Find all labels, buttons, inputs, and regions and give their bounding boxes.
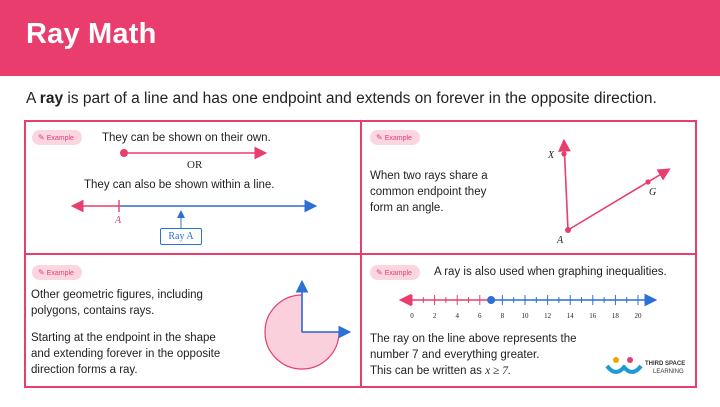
- panel2-text-line: form an angle.: [370, 202, 444, 214]
- panel4-heading: A ray is also used when graphing inequalities.: [434, 266, 667, 278]
- pencil-icon: ✎: [38, 268, 45, 277]
- number-line-tick-label: 6: [478, 312, 482, 320]
- number-line-tick-label: 14: [566, 312, 574, 320]
- panel3-text-line: Starting at the endpoint in the shape: [31, 332, 216, 344]
- label-a: A: [557, 235, 564, 246]
- panel4-text: [370, 331, 577, 379]
- panel1-point-label: A: [115, 215, 122, 226]
- panel4-text-line: The ray on the line above represents the: [370, 333, 577, 345]
- logo-line-2: LEARNING: [653, 369, 684, 375]
- standalone-ray: [120, 149, 264, 157]
- example-badge-label: Example: [46, 135, 74, 142]
- pencil-icon: ✎: [38, 133, 45, 142]
- grid-divider-horizontal: [24, 253, 697, 255]
- number-line-tick-label: 10: [521, 312, 529, 320]
- logo-line-1: THIRD SPACE: [645, 361, 686, 367]
- panel2-text-line: common endpoint they: [370, 186, 487, 198]
- number-line-tick-label: 12: [544, 312, 552, 320]
- example-badge-3: [32, 265, 82, 280]
- number-line-tick-label: 20: [634, 312, 642, 320]
- ray-label-box: [160, 228, 202, 245]
- ray-label-text: Ray A: [168, 231, 194, 242]
- panel3-text2: [31, 330, 220, 378]
- panel3-text-line: polygons, contains rays.: [31, 305, 155, 317]
- angle-diagram: [540, 130, 690, 250]
- pencil-icon: ✎: [376, 133, 383, 142]
- intro-sentence: [26, 90, 657, 108]
- panel3-text-line: and extending forever in the opposite: [31, 348, 221, 360]
- number-line-point: [487, 296, 495, 304]
- page-title: Ray Math: [26, 18, 157, 50]
- number-line-tick-label: 8: [500, 312, 505, 320]
- example-badge-label: Example: [384, 135, 412, 142]
- intro-prefix: A: [26, 90, 40, 107]
- panel1-or: OR: [187, 159, 203, 171]
- line-with-ray: [74, 200, 314, 212]
- panel3-text-line: Other geometric figures, including: [31, 289, 203, 301]
- panel1-text2: They can also be shown within a line.: [84, 179, 275, 191]
- panel2-text-line: When two rays share a: [370, 170, 488, 182]
- logo-text: [645, 360, 685, 376]
- panel4-text-line: number 7 and everything greater.: [370, 349, 540, 361]
- panel1-text1: They can be shown on their own.: [102, 132, 271, 144]
- number-line-tick-label: 18: [611, 312, 619, 320]
- intro-keyword: ray: [39, 90, 64, 107]
- pencil-icon: ✎: [376, 268, 383, 277]
- inequality-expression: x ≥ 7.: [485, 365, 511, 377]
- third-space-logo-icon: [604, 356, 644, 378]
- vertex-point: [565, 227, 571, 233]
- intro-suffix: is part of a line and has one endpoint and extends on forever in the opposite direction.: [63, 90, 657, 107]
- number-line-tick-label: 16: [589, 312, 597, 320]
- panel2-text: [370, 168, 488, 216]
- number-line: [362, 288, 697, 320]
- number-line-tick-label: 0: [410, 312, 414, 320]
- label-x: X: [548, 150, 555, 161]
- number-line-tick-label: 2: [432, 312, 437, 320]
- panel3-text1: [31, 287, 203, 319]
- number-line-tick-label: 4: [455, 312, 459, 320]
- label-g: G: [649, 187, 657, 198]
- panel4-text-line: [370, 363, 577, 379]
- example-badge-4: [370, 265, 420, 280]
- panel4-text-line-prefix: This can be written as: [370, 365, 486, 377]
- example-badge-2: [370, 130, 420, 145]
- point-x: [561, 151, 566, 156]
- example-badge-label: Example: [384, 270, 412, 277]
- example-badge-label: Example: [46, 270, 74, 277]
- header-banner: [0, 0, 720, 76]
- sector-shape-diagram: [260, 275, 355, 380]
- point-g: [645, 179, 650, 184]
- panel3-text-line: direction forms a ray.: [31, 364, 138, 376]
